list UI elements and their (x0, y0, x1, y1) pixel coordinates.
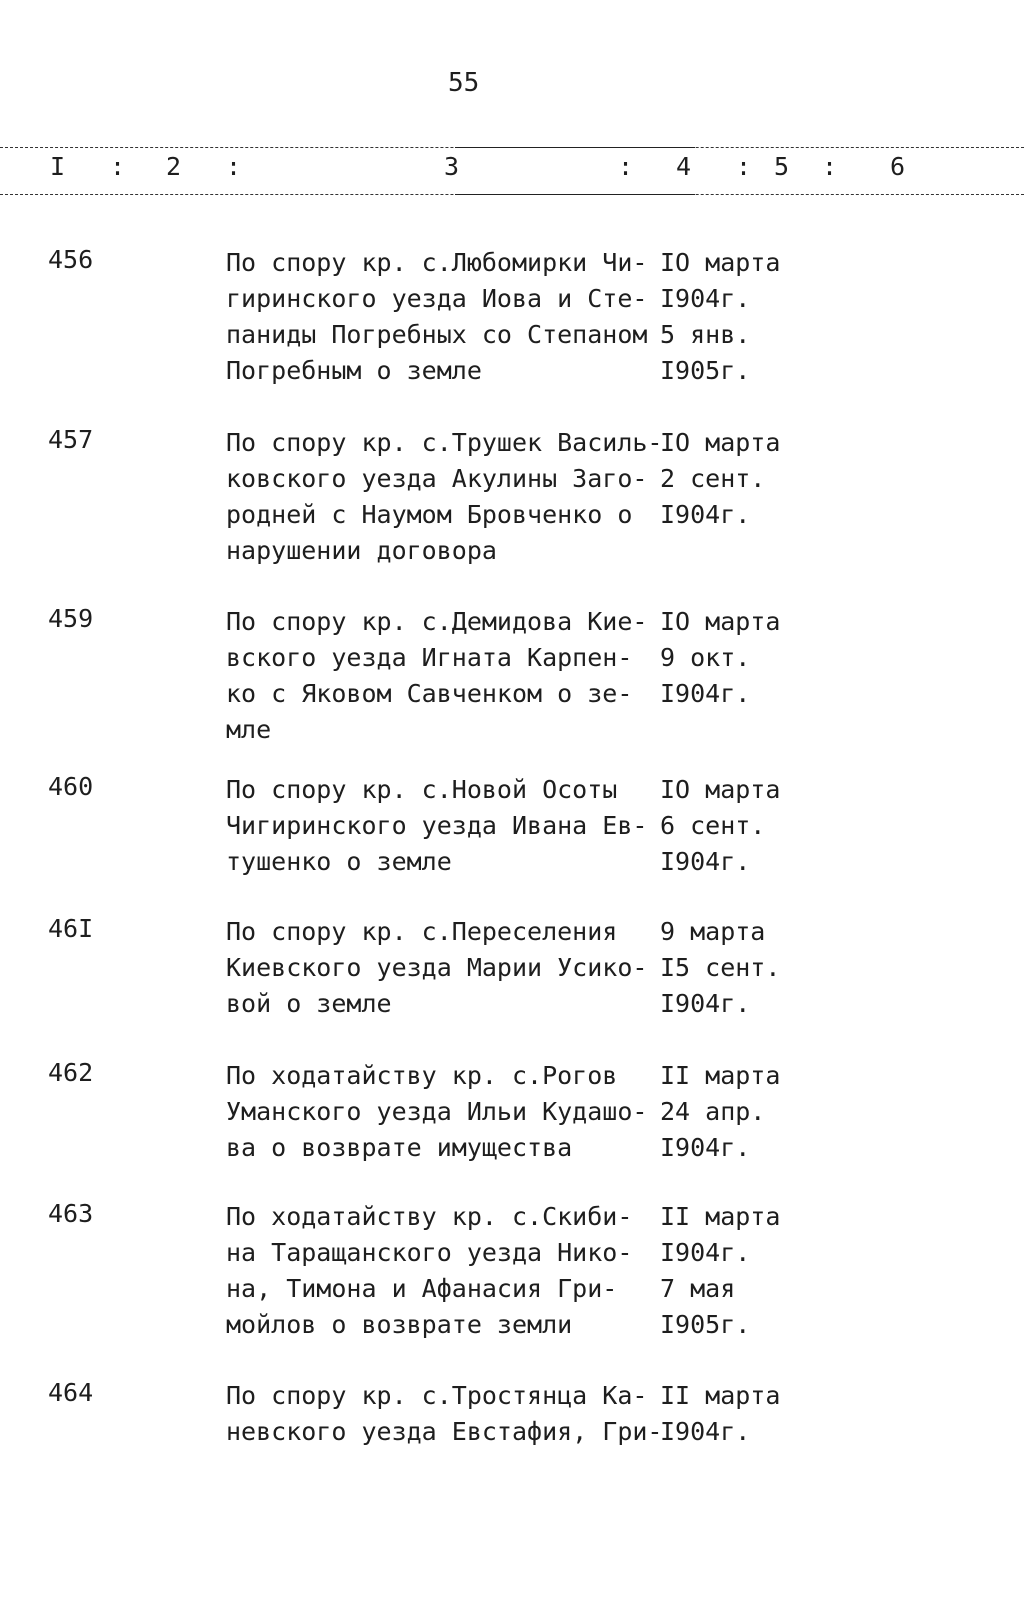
description-line: мойлов о возврате земли (226, 1310, 573, 1339)
column-header-row (0, 152, 1024, 188)
description-line: нарушении договора (226, 536, 497, 565)
date-line: 2 сент. (660, 464, 766, 493)
entry-description (226, 604, 656, 748)
column-separator: : (822, 152, 838, 181)
date-line: IO марта (660, 775, 781, 804)
description-line: По спору кр. с.Демидова Кие- (226, 607, 648, 636)
date-line: I904г. (660, 847, 751, 876)
date-line: IO марта (660, 428, 781, 457)
description-line: Киевского уезда Марии Усико- (226, 953, 648, 982)
column-header-1: I (50, 152, 66, 181)
description-line: Погребным о земле (226, 356, 482, 385)
description-line: Чигиринского уезда Ивана Ев- (226, 811, 648, 840)
date-line: I904г. (660, 284, 751, 313)
column-header-5: 5 (774, 152, 790, 181)
description-line: ва о возврате имущества (226, 1133, 573, 1162)
entry-description (226, 1378, 663, 1450)
entry-number: 463 (48, 1199, 94, 1228)
description-line: По спору кр. с.Переселения (226, 917, 618, 946)
entry-dates (660, 604, 800, 712)
description-line: невского уезда Евстафия, Гри- (226, 1417, 663, 1446)
date-line: I904г. (660, 1417, 751, 1446)
entry-description (226, 425, 663, 569)
description-line: По ходатайству кр. с.Скиби- (226, 1202, 633, 1231)
entry-number: 457 (48, 425, 94, 454)
entry-number: 464 (48, 1378, 94, 1407)
column-header-4: 4 (676, 152, 692, 181)
description-line: мле (226, 715, 272, 744)
entry-dates (660, 425, 800, 533)
column-header-2: 2 (166, 152, 182, 181)
entry-description (226, 1199, 656, 1343)
date-line: II марта (660, 1061, 781, 1090)
column-separator: : (226, 152, 242, 181)
description-line: По спору кр. с.Любомирки Чи- (226, 248, 648, 277)
entry-dates (660, 1058, 800, 1166)
date-line: I905г. (660, 1310, 751, 1339)
column-header-3: 3 (444, 152, 460, 181)
description-line: По спору кр. с.Новой Осоты (226, 775, 618, 804)
date-line: 9 марта (660, 917, 766, 946)
entry-description (226, 914, 656, 1022)
description-line: гиринского уезда Иова и Сте- (226, 284, 648, 313)
entry-description (226, 1058, 656, 1166)
column-separator: : (736, 152, 752, 181)
date-line: II марта (660, 1381, 781, 1410)
entry-number: 46I (48, 914, 94, 943)
description-line: на Таращанского уезда Нико- (226, 1238, 633, 1267)
description-line: на, Тимона и Афанасия Гри- (226, 1274, 618, 1303)
description-line: вского уезда Игната Карпен- (226, 643, 633, 672)
description-line: ковского уезда Акулины Заго- (226, 464, 648, 493)
header-bottom-rule (0, 194, 1024, 195)
date-line: 7 мая (660, 1274, 736, 1303)
date-line: 6 сент. (660, 811, 766, 840)
date-line: I904г. (660, 1238, 751, 1267)
description-line: Уманского уезда Ильи Кудашо- (226, 1097, 648, 1126)
entry-dates (660, 1378, 800, 1450)
entry-dates (660, 772, 800, 880)
date-line: I905г. (660, 356, 751, 385)
entry-number: 462 (48, 1058, 94, 1087)
entry-number: 456 (48, 245, 94, 274)
entry-dates (660, 914, 800, 1022)
entry-description (226, 245, 656, 389)
column-separator: : (618, 152, 634, 181)
entry-number: 459 (48, 604, 94, 633)
date-line: 24 апр. (660, 1097, 766, 1126)
page-number: 55 (448, 68, 480, 98)
entry-number: 460 (48, 772, 94, 801)
date-line: IO марта (660, 607, 781, 636)
description-line: ко с Яковом Савченком о зе- (226, 679, 633, 708)
column-header-6: 6 (890, 152, 906, 181)
date-line: I904г. (660, 1133, 751, 1162)
date-line: 9 окт. (660, 643, 751, 672)
description-line: родней с Наумом Бровченко о (226, 500, 633, 529)
description-line: По спору кр. с.Тростянца Ка- (226, 1381, 648, 1410)
date-line: I904г. (660, 989, 751, 1018)
description-line: По ходатайству кр. с.Рогов (226, 1061, 618, 1090)
header-top-rule (0, 147, 1024, 148)
date-line: I5 сент. (660, 953, 781, 982)
date-line: 5 янв. (660, 320, 751, 349)
description-line: паниды Погребных со Степаном (226, 320, 648, 349)
description-line: тушенко о земле (226, 847, 452, 876)
date-line: I904г. (660, 500, 751, 529)
entry-description (226, 772, 656, 880)
date-line: II марта (660, 1202, 781, 1231)
description-line: По спору кр. с.Трушек Василь- (226, 428, 663, 457)
entry-dates (660, 245, 800, 389)
column-separator: : (110, 152, 126, 181)
description-line: вой о земле (226, 989, 392, 1018)
entry-dates (660, 1199, 800, 1343)
date-line: IO марта (660, 248, 781, 277)
date-line: I904г. (660, 679, 751, 708)
